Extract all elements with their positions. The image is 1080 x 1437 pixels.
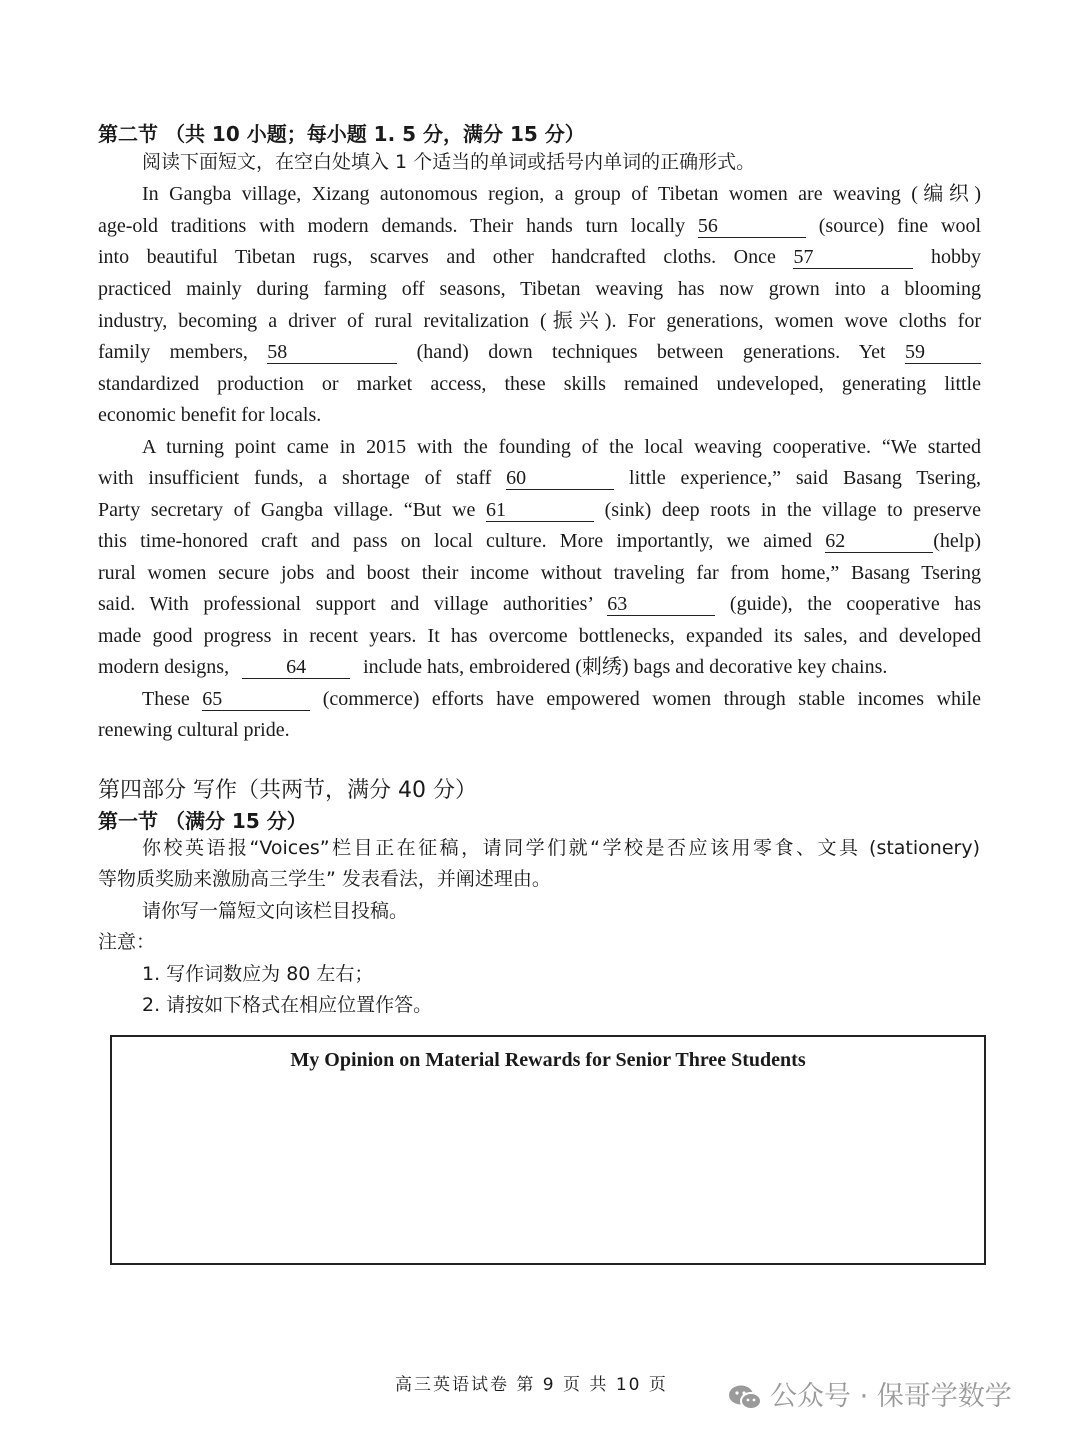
blank-56[interactable]: 56 (698, 215, 806, 238)
writing-prompt: 等物质奖励来激励高三学生” 发表看法，并阐述理由。 (98, 868, 551, 890)
watermark-text: 公众号 · 保哥学数学 (770, 1381, 1012, 1412)
passage-line: renewing cultural pride. (98, 719, 290, 741)
watermark (728, 1374, 1012, 1413)
blank-58[interactable]: 58 (267, 341, 397, 364)
passage-line: this time-honored craft and pass on local culture. More importantly, we aimed 62 (help) (98, 530, 982, 552)
writing-prompt: 请你写一篇短文向该栏目投稿。 (142, 900, 409, 922)
note-item: 2. 请按如下格式在相应位置作答。 (142, 994, 433, 1016)
passage-line: practiced mainly during farming off seasons, Tibetan weaving has now grown into a blooming (98, 278, 981, 300)
blank-61[interactable]: 61 (486, 499, 594, 522)
passage-line: family members, 58 (hand) down techniques between generations. Yet 59 (98, 338, 981, 366)
answer-box[interactable] (110, 1035, 986, 1265)
blank-63[interactable]: 63 (607, 593, 715, 616)
blank-64[interactable]: 64 (242, 656, 350, 679)
passage-line: into beautiful Tibetan rugs, scarves and other handcrafted cloths. Once 57 hobby (98, 246, 982, 268)
passage-line: In Gangba village, Xizang autonomous region, a group of Tibetan women are weaving (编织) (142, 183, 981, 205)
answer-box-title: My Opinion on Material Rewards for Senior Three Students (290, 1049, 806, 1071)
passage-line: standardized production or market access, these skills remained undeveloped, generating little (98, 373, 981, 395)
sub-heading: 第一节 （满分 15 分） (98, 809, 307, 833)
passage-line: industry, becoming a driver of rural revitalization (振兴). For generations, women wove cloths for (98, 310, 981, 332)
note-label: 注意： (98, 931, 156, 953)
part-heading: 第四部分 写作（共两节，满分 40 分） (98, 778, 477, 803)
section-instruction: 阅读下面短文，在空白处填入 1 个适当的单词或括号内单词的正确形式。 (142, 151, 756, 173)
passage-line: economic benefit for locals. (98, 404, 322, 426)
blank-57[interactable]: 57 (793, 246, 913, 269)
writing-prompt: 你校英语报“Voices”栏目正在征稿，请同学们就“学校是否应该用零食、文具 (stationery) (142, 837, 980, 859)
passage-line: age-old traditions with modern demands. Their hands turn locally 56 (source) fine wool (98, 215, 982, 237)
wechat-icon (728, 1384, 762, 1412)
passage-line: These 65 (commerce) efforts have empowered women through stable incomes while (142, 688, 982, 710)
blank-65[interactable]: 65 (202, 688, 310, 711)
passage-line: with insufficient funds, a shortage of staff 60 little experience,” said Basang Tsering, (98, 467, 982, 489)
blank-59[interactable]: 59 (905, 341, 981, 364)
passage-line: said. With professional support and village authorities’ 63 (guide), the cooperative has (98, 593, 982, 615)
blank-60[interactable]: 60 (506, 467, 614, 490)
passage-line: Party secretary of Gangba village. “But we 61 (sink) deep roots in the village to preserve (98, 499, 981, 521)
section-heading: 第二节 （共 10 小题；每小题 1. 5 分，满分 15 分） (98, 122, 585, 146)
note-item: 1. 写作词数应为 80 左右； (142, 963, 374, 985)
passage-line: rural women secure jobs and boost their income without traveling far from home,” Basang Tsering (98, 562, 981, 584)
page-footer: 高三英语试卷 第 9 页 共 10 页 (395, 1375, 668, 1395)
passage-line: modern designs, 64 include hats, embroidered (刺绣) bags and decorative key chains. (98, 656, 888, 678)
passage-line: A turning point came in 2015 with the founding of the local weaving cooperative. “We started (142, 436, 981, 458)
passage-line: made good progress in recent years. It has overcome bottlenecks, expanded its sales, and developed (98, 625, 981, 647)
blank-62[interactable]: 62 (825, 530, 933, 553)
